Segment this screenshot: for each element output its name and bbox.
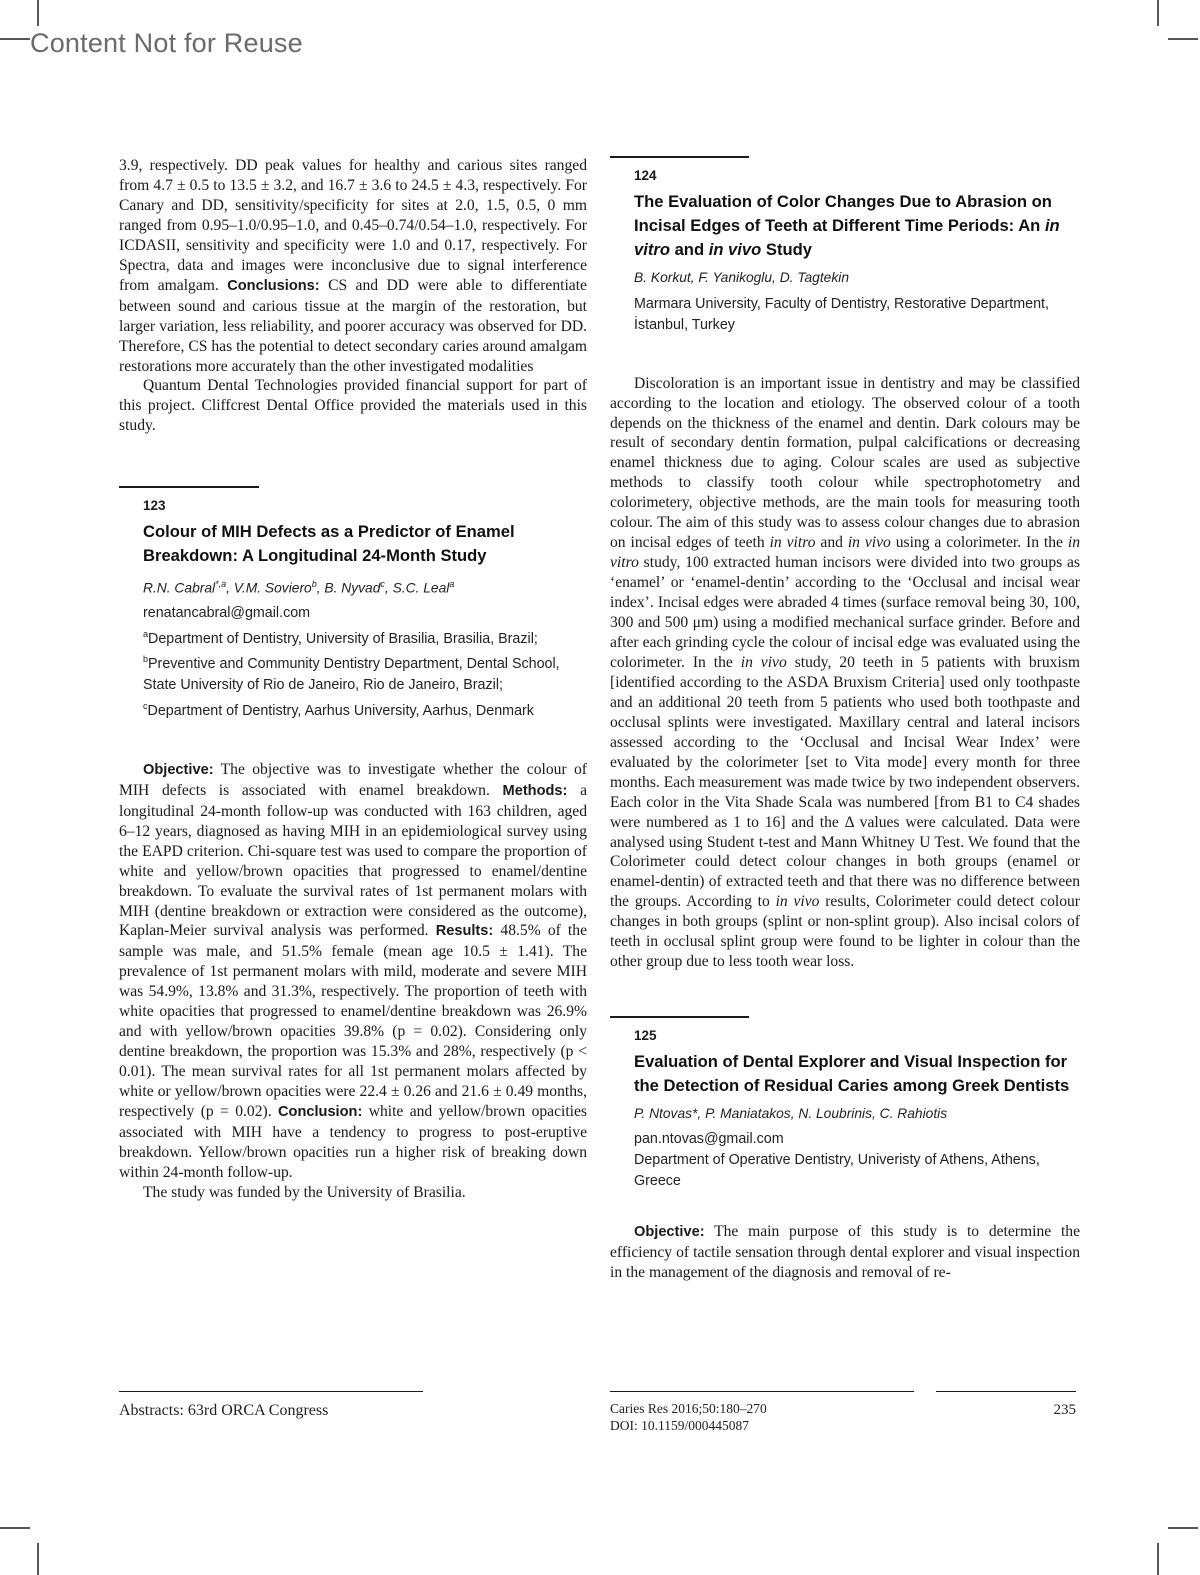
footer-rule <box>936 1391 1076 1392</box>
crop-mark <box>0 1527 30 1529</box>
affiliation: $^a$Department of Dentistry, University of Brasilia, Brasilia, Brazil; <box>143 628 538 647</box>
abstract-number: 125 <box>634 1027 657 1043</box>
left-column <box>119 156 587 1203</box>
crop-mark <box>37 1543 39 1575</box>
right-column <box>610 156 1080 1283</box>
crop-mark <box>1157 0 1159 26</box>
page-number: 235 <box>1053 1402 1076 1418</box>
author-email: renatancabral@gmail.com <box>143 604 311 621</box>
watermark: Content Not for Reuse <box>30 28 303 58</box>
affiliation: $^b$Preventive and Community Dentistry Department, Dental School, State University of Rio de Janeiro, Rio de Janeiro, Brazil; <box>143 654 560 694</box>
abstract-number: 124 <box>634 167 657 183</box>
abstract-123 <box>119 497 587 722</box>
footer-citation <box>610 1400 767 1434</box>
abstract-124 <box>610 167 1080 336</box>
continued-abstract-text: 3.9, respectively. DD peak values for healthy and carious sites ranged from 4.7 ± 0.5 to 13.5 ± 3.2, and 16.7 ± 3.6 to 24.5 ± 4.3, respectively. For Canary and DD, sensitivity/specificity for sites at 2.0, 1.5, 0.5, 0 mm ranged from 0.95–1.0/0.95–1.0, and 0.45–0.74/0.54–1.0, respectively. For ICDASII, sensitivity and specificity were 1.0 and 0.17, respectively. For Spectra, data and images were inconclusive due to signal interference from amalgam. Conclusions: CS and DD were able to differentiate between sound and carious tissue at the margin of the restoration, but larger variation, less reliability, and poorer accuracy was observed for DD. Therefore, CS has the potential to detect secondary caries around amalgam restorations more accurately than the other investigated modalities <box>119 157 587 375</box>
abstract-123-body: Objective: The objective was to investigate whether the colour of MIH defects is associated with enamel breakdown. Methods: a longitudinal 24-month follow-up was conducted with 163 children, aged 6–12 years, diagnosed as having MIH in an epidemiological survey using the EAPD criterion. Chi-square test was used to compare the proportion of white and yellow/brown opacities that progressed to enamel/dentine breakdown. To evaluate the survival rates of 1st permanent molars with MIH (dentine breakdown or extraction were considered as the outcome), Kaplan-Meier survival analysis was performed. Results: 48.5% of the sample was male, and 51.5% female (mean age 10.5 ± 1.41). The prevalence of 1st permanent molars with mild, moderate and severe MIH was 54.9%, 13.8% and 31.3%, respectively. The proportion of teeth with white opacities that progressed to enamel/dentine breakdown was 26.9% and with yellow/brown opacities 39.8% (p = 0.02). Considering only dentine breakdown, the proportion was 15.3% and 28%, respectively (p < 0.01). The mean survival rates for all 1st permanent molars affected by white or yellow/brown opacities were 22.4 ± 0.26 and 21.6 ± 0.49 months, respectively (p = 0.02). Conclusion: white and yellow/brown opacities associated with MIH have a tendency to progress to post-eruptive breakdown. Yellow/brown opacities run a higher risk of breaking down within 24-month follow-up. <box>119 760 587 1181</box>
affiliation: $^c$Department of Dentistry, Aarhus University, Aarhus, Denmark <box>143 701 534 719</box>
crop-mark <box>1157 1543 1159 1575</box>
crop-mark <box>1168 38 1198 40</box>
abstract-124-body: Discoloration is an important issue in dentistry and may be classified according to the location and etiology. The observed colour of a tooth depends on the thickness of the enamel and dentin. Dark colours may be result of secondary dentin formation, pulpal calcifications or decreasing enamel thickness due to aging. Colour scales are used as subjective methods to classify tooth colour while spectrophotometry and colorimetery, objective methods, are the main tools for measuring tooth colour. The aim of this study was to assess colour changes due to abrasion on incisal edges of teeth in vitro and in vivo using a colorimeter. In the in vitro study, 100 extracted human incisors were divided into two groups as ‘enamel’ or ‘enamel-dentin’ according to the ‘Occlusal and incisal wear index’. Incisal edges were abraded 4 times (surface removal being 30, 100, 300 and 500 μm) using a modified mechanical surface grinder. Before and after each grinding cycle the colour of incisal edge was evaluated using the colorimeter. In the in vivo study, 20 teeth in 5 patients with bruxism [identified according to the ASDA Bruxism Criteria] used only toothpaste and an additional 20 teeth from 5 patients who used both toothpaste and occlusal splints were investigated. Maxillary central and lateral incisors assessed according to the ‘Occlusal and Incisal Wear Index’ were evaluated by the colorimeter [set to Vita mode] every month for three months. Each measurement was made twice by two independent observers. Each color in the Vita Shade Scala was numbered [from B1 to C4 shades were numbered as 1 to 16] and the Δ values were calculated. Data were analysed using Student t-test and Mann Whitney U Test. We found that the Colorimeter could detect colour changes in both groups (enamel or enamel-dentin) of extracted teeth and that there was no difference between the groups. According to in vivo results, Colorimeter could detect colour changes in both groups (splint or non-splint group). Also incisal colors of teeth in occlusal splint group were found to be lighter in colour than the other group due to less tooth wear loss. <box>610 374 1081 971</box>
author-email: pan.ntovas@gmail.com <box>634 1130 784 1147</box>
footer-rule <box>610 1391 914 1392</box>
abstract-title: The Evaluation of Color Changes Due to Abrasion on Incisal Edges of Teeth at Different Time Periods: An in vitro and in vivo Study <box>634 191 1060 259</box>
abstract-title: Colour of MIH Defects as a Predictor of Enamel Breakdown: A Longitudinal 24-Month Study <box>143 521 515 565</box>
author-list: P. Ntovas*, P. Maniatakos, N. Loubrinis, C. Rahiotis <box>634 1105 948 1121</box>
footer-rule <box>119 1391 423 1392</box>
abstract-number: 123 <box>143 497 166 513</box>
abstract-title: Evaluation of Dental Explorer and Visual Inspection for the Detection of Residual Caries among Greek Dentists <box>634 1051 1070 1095</box>
funding-note: Quantum Dental Technologies provided financial support for part of this project. Cliffcrest Dental Office provided the materials used in this study. <box>119 377 587 435</box>
author-list: B. Korkut, F. Yanikoglu, D. Tagtekin <box>634 269 849 285</box>
abstract-125 <box>610 1027 1080 1192</box>
affiliation: Marmara University, Faculty of Dentistry, Restorative Department, İstanbul, Turkey <box>634 295 1049 333</box>
funding-note: The study was funded by the University of Brasilia. <box>143 1183 466 1201</box>
footer-doi: DOI: 10.1159/000445087 <box>610 1418 749 1433</box>
footer-running-title: Abstracts: 63rd ORCA Congress <box>119 1402 329 1419</box>
abstract-divider <box>119 486 259 488</box>
crop-mark <box>0 38 30 40</box>
crop-mark <box>1168 1527 1198 1529</box>
author-list: R.N. Cabral$^{*,a}$, V.M. Soviero$^b$, B. Nyvad$^c$, S.C. Leal$^a$ <box>143 578 455 596</box>
abstract-divider <box>610 156 749 158</box>
abstract-divider <box>610 1016 749 1018</box>
crop-mark <box>37 0 39 26</box>
footer-journal: Caries Res 2016;50:180–270 <box>610 1401 767 1416</box>
abstract-125-body: Objective: The main purpose of this study is to determine the efficiency of tactile sensation through dental explorer and visual inspection in the management of the diagnosis and removal of re- <box>610 1222 1080 1281</box>
affiliation: Department of Operative Dentistry, Univeristy of Athens, Athens, Greece <box>634 1151 1040 1189</box>
